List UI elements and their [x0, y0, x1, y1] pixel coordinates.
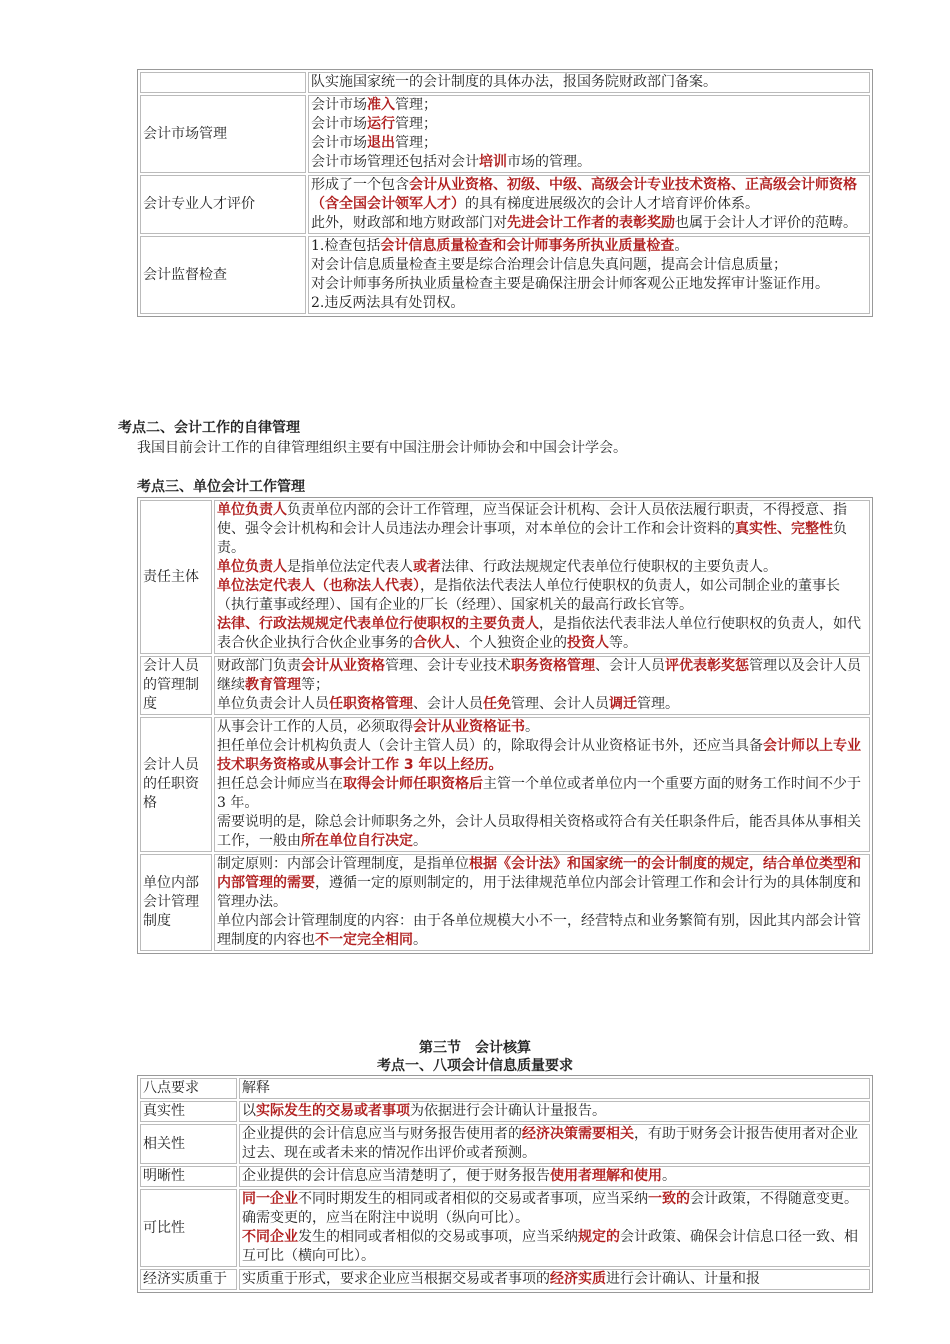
- content-line: [242, 1190, 867, 1228]
- highlight-text: 调迁: [609, 696, 637, 712]
- body-text: 2.违反两法具有处罚权。: [311, 295, 465, 311]
- highlight-text: 职务资格管理: [511, 658, 595, 674]
- row-label: 责任主体: [140, 500, 212, 654]
- content-line: [217, 737, 867, 775]
- body-text: 此外，财政部和地方财政部门对: [311, 215, 507, 231]
- highlight-text: 评优表彰奖惩: [665, 658, 749, 674]
- table-row: [140, 854, 870, 951]
- table-header-row: [140, 1078, 870, 1099]
- row-content: [239, 1269, 870, 1290]
- body-text: 企业提供的会计信息应当清楚明了，便于财务报告: [242, 1168, 550, 1184]
- body-text: ，是指依法代表法人单位行使职权的负责人，如公司制企业的董事长（执行董事或经理）、国有企业的厂长（经理）、国家机关的最高行政长官等。: [217, 578, 840, 613]
- table-row: [140, 1269, 870, 1290]
- content-line: [242, 1228, 867, 1266]
- body-text: 。: [413, 833, 427, 849]
- content-line: [217, 615, 867, 653]
- table-row: [140, 1189, 870, 1267]
- body-text: 担任单位会计机构负责人（会计主管人员）的，除取得会计从业资格证书外，还应当具备: [217, 738, 763, 754]
- content-line: [217, 775, 867, 813]
- content-line: [311, 115, 867, 134]
- row-label: 会计专业人才评价: [140, 175, 306, 234]
- body-text: 。: [525, 719, 539, 735]
- row-label: 相关性: [140, 1124, 237, 1164]
- section2-heading: 考点二、会计工作的自律管理: [118, 420, 300, 436]
- row-label: 会计市场管理: [140, 95, 306, 173]
- quality-requirements-table: [137, 1075, 873, 1293]
- highlight-text: 规定的: [578, 1229, 620, 1245]
- body-text: 等。: [609, 635, 637, 651]
- body-text: 管理；: [395, 135, 437, 151]
- highlight-text: 或者: [413, 559, 441, 575]
- row-content: [308, 95, 870, 173]
- highlight-text: 任免: [483, 696, 511, 712]
- content-line: [311, 134, 867, 153]
- row-label: 明晰性: [140, 1166, 237, 1187]
- body-text: 。: [413, 932, 427, 948]
- body-text: 从事会计工作的人员，必须取得: [217, 719, 413, 735]
- table-row: [140, 656, 870, 715]
- row-content: [239, 1101, 870, 1122]
- body-text: 单位内部会计管理制度的内容：由于各单位规模大小不一，经营特点和业务繁简有别，因此其内部会计管理制度的内容也: [217, 913, 861, 948]
- content-line: [311, 256, 867, 275]
- highlight-text: 同一企业: [242, 1191, 298, 1207]
- highlight-text: 准入: [367, 97, 395, 113]
- highlight-text: 经济决策需要相关: [522, 1126, 634, 1142]
- table-row: [140, 717, 870, 852]
- body-text: 队实施国家统一的会计制度的具体办法，报国务院财政部门备案。: [311, 74, 717, 90]
- highlight-text: 单位负责人: [217, 502, 287, 518]
- row-content: [214, 717, 870, 852]
- body-text: 单位负责会计人员: [217, 696, 329, 712]
- highlight-text: 教育管理: [245, 677, 301, 693]
- content-line: [311, 294, 867, 313]
- body-text: 、个人独资企业的: [455, 635, 567, 651]
- table-row: [140, 175, 870, 234]
- table-row: [140, 1124, 870, 1164]
- content-line: [242, 1167, 867, 1186]
- highlight-text: 投资人: [567, 635, 609, 651]
- content-line: [311, 176, 867, 214]
- body-text: 担任总会计师应当在: [217, 776, 343, 792]
- admin-management-table: [137, 69, 873, 317]
- body-text: 管理；: [395, 116, 437, 132]
- body-text: 制定原则：内部会计管理制度，是指单位: [217, 856, 469, 872]
- row-content: [308, 236, 870, 314]
- highlight-text: 运行: [367, 116, 395, 132]
- table-row: [140, 500, 870, 654]
- body-text: 主管一个单位或者单位内一个重要方面的财务工作时间不少于 3 年。: [217, 776, 861, 811]
- body-text: ，有助于财务会计报告使用者对企业过去、现在或者未来的情况作出评价或者预测。: [242, 1126, 858, 1161]
- body-text: 形成了一个包含: [311, 177, 409, 193]
- content-line: [217, 695, 867, 714]
- body-text: 企业提供的会计信息应当与财务报告使用者的: [242, 1126, 522, 1142]
- highlight-text: 实际发生的交易或者事项: [256, 1103, 410, 1119]
- body-text: 财政部门负责: [217, 658, 301, 674]
- body-text: 。: [662, 1168, 676, 1184]
- body-text: 管理以及会计人员继续: [217, 658, 861, 693]
- content-line: [242, 1125, 867, 1163]
- body-text: 是指单位法定代表人: [287, 559, 413, 575]
- body-text: 法律、行政法规规定代表单位行使职权的主要负责人。: [441, 559, 777, 575]
- highlight-text: 取得会计师任职资格后: [343, 776, 483, 792]
- body-text: 管理、会计人员: [511, 696, 609, 712]
- table-row: [140, 1166, 870, 1187]
- body-text: 需要说明的是，除总会计师职务之外，会计人员取得相关资格或符合有关任职条件后，能否具体从事相关工作，一般由: [217, 814, 861, 849]
- body-text: 对会计信息质量检查主要是综合治理会计信息失真问题，提高会计信息质量；: [311, 257, 787, 273]
- table-row: [140, 236, 870, 314]
- highlight-text: 单位负责人: [217, 559, 287, 575]
- body-text: 管理。: [637, 696, 679, 712]
- admin-management-table-body: [140, 72, 870, 314]
- body-text: 为依据进行会计确认计量报告。: [410, 1103, 606, 1119]
- highlight-text: 真实性、完整性: [735, 521, 833, 537]
- content-line: [311, 96, 867, 115]
- body-text: 不同时期发生的相同或者相似的交易或者事项，应当采纳: [298, 1191, 648, 1207]
- row-content: [239, 1124, 870, 1164]
- highlight-text: 会计信息质量检查和会计师事务所执业质量检查: [380, 238, 675, 254]
- content-line: [311, 153, 867, 172]
- content-line: [217, 558, 867, 577]
- body-text: 。: [674, 238, 689, 254]
- row-content: [308, 175, 870, 234]
- body-text: 会计市场: [311, 97, 367, 113]
- highlight-text: 先进会计工作者的表彰奖励: [507, 215, 675, 231]
- highlight-text: 经济实质: [550, 1271, 606, 1287]
- section2-text: 我国目前会计工作的自律管理组织主要有中国注册会计师协会和中国会计学会。: [137, 440, 627, 456]
- body-text: ，遵循一定的原则制定的，用于法律规范单位内部会计管理工作和会计行为的具体制度和管理办法。: [217, 875, 861, 910]
- highlight-text: 会计从业资格证书: [413, 719, 525, 735]
- body-text: 实质重于形式，要求企业应当根据交易或者事项的: [242, 1271, 550, 1287]
- unit-management-table-body: [140, 500, 870, 951]
- row-content: [239, 1166, 870, 1187]
- body-text: 等；: [301, 677, 329, 693]
- table-row: [140, 1101, 870, 1122]
- row-label: 单位内部会计管理制度: [140, 854, 212, 951]
- body-text: 、会计人员: [413, 696, 483, 712]
- highlight-text: 任职资格管理: [329, 696, 413, 712]
- row-label: [140, 72, 306, 93]
- highlight-text: 退出: [367, 135, 395, 151]
- row-label: 真实性: [140, 1101, 237, 1122]
- highlight-text: 单位法定代表人（也称法人代表）: [217, 578, 420, 594]
- highlight-text: 根据《会计法》和国家统一的会计制度的规定，结合单位类型和内部管理的需要: [217, 856, 861, 891]
- unit-management-table: [137, 497, 873, 954]
- highlight-text: 合伙人: [413, 635, 455, 651]
- section-title: 第三节 会计核算: [419, 1040, 531, 1056]
- body-text: 管理；: [395, 97, 437, 113]
- row-content: [214, 500, 870, 654]
- body-text: ，是指依法代表非法人单位行使职权的负责人，如代表合伙企业执行合伙企业事务的: [217, 616, 861, 651]
- content-line: [311, 214, 867, 233]
- body-text: 1.检查包括: [311, 238, 381, 254]
- body-text: 负责。: [217, 521, 847, 556]
- body-text: 以: [242, 1103, 256, 1119]
- highlight-text: 一致的: [648, 1191, 690, 1207]
- body-text: 、会计人员: [595, 658, 665, 674]
- highlight-text: 不同企业: [242, 1229, 298, 1245]
- body-text: 会计市场: [311, 116, 367, 132]
- row-content: [308, 72, 870, 93]
- body-text: 对会计师事务所执业质量检查主要是确保注册会计师客观公正地发挥审计鉴证作用。: [311, 276, 829, 292]
- highlight-text: 会计师以上专业技术职务资格或从事会计工作 3 年以上经历。: [217, 738, 861, 773]
- content-line: [311, 73, 867, 92]
- highlight-text: 会计从业资格、初级、中级、高级会计专业技术资格、正高级会计师资格（含全国会计领军人才）: [311, 177, 857, 212]
- content-line: [242, 1102, 867, 1121]
- table-row: [140, 95, 870, 173]
- row-label: 会计人员的管理制度: [140, 656, 212, 715]
- body-text: 会计市场: [311, 135, 367, 151]
- row-label: 会计监督检查: [140, 236, 306, 314]
- content-line: [217, 657, 867, 695]
- body-text: 进行会计确认、计量和报: [606, 1271, 760, 1287]
- content-line: [217, 718, 867, 737]
- section3-heading: 考点三、单位会计工作管理: [137, 479, 305, 495]
- row-content: [239, 1189, 870, 1267]
- header-requirement: 八点要求: [140, 1078, 237, 1099]
- content-line: [217, 912, 867, 950]
- row-label: 经济实质重于: [140, 1269, 237, 1290]
- body-text: 负责单位内部的会计工作管理，应当保证会计机构、会计人员依法履行职责，不得授意、指使、强令会计机构和会计人员违法办理会计事项，对本单位的会计工作和会计资料的: [217, 502, 847, 537]
- highlight-text: 培训: [479, 154, 507, 170]
- row-label: 可比性: [140, 1189, 237, 1267]
- highlight-text: 法律、行政法规规定代表单位行使职权的主要负责人: [217, 616, 539, 632]
- body-text: 会计市场管理还包括对会计: [311, 154, 479, 170]
- body-text: 也属于会计人才评价的范畴。: [675, 215, 857, 231]
- content-line: [311, 275, 867, 294]
- body-text: 会计政策，不得随意变更。确需变更的，应当在附注中说明（纵向可比）。: [242, 1191, 858, 1226]
- table-row: [140, 72, 870, 93]
- header-explanation: 解释: [239, 1078, 870, 1099]
- highlight-text: 会计从业资格: [301, 658, 385, 674]
- body-text: 发生的相同或者相似的交易或事项，应当采纳: [298, 1229, 578, 1245]
- content-line: [217, 501, 867, 558]
- section-subtitle: 考点一、八项会计信息质量要求: [377, 1058, 573, 1074]
- body-text: 管理、会计专业技术: [385, 658, 511, 674]
- content-line: [217, 813, 867, 851]
- content-line: [217, 855, 867, 912]
- content-line: [311, 237, 867, 256]
- body-text: 会计政策、确保会计信息口径一致、相互可比（横向可比）。: [242, 1229, 858, 1264]
- body-text: 市场的管理。: [507, 154, 591, 170]
- quality-requirements-table-body: [140, 1078, 870, 1290]
- content-line: [242, 1270, 867, 1289]
- row-content: [214, 854, 870, 951]
- content-line: [217, 577, 867, 615]
- row-content: [214, 656, 870, 715]
- highlight-text: 使用者理解和使用: [550, 1168, 662, 1184]
- highlight-text: 不一定完全相同: [315, 932, 413, 948]
- row-label: 会计人员的任职资格: [140, 717, 212, 852]
- body-text: 的具有梯度进展级次的会计人才培育评价体系。: [465, 196, 759, 212]
- highlight-text: 所在单位自行决定: [301, 833, 413, 849]
